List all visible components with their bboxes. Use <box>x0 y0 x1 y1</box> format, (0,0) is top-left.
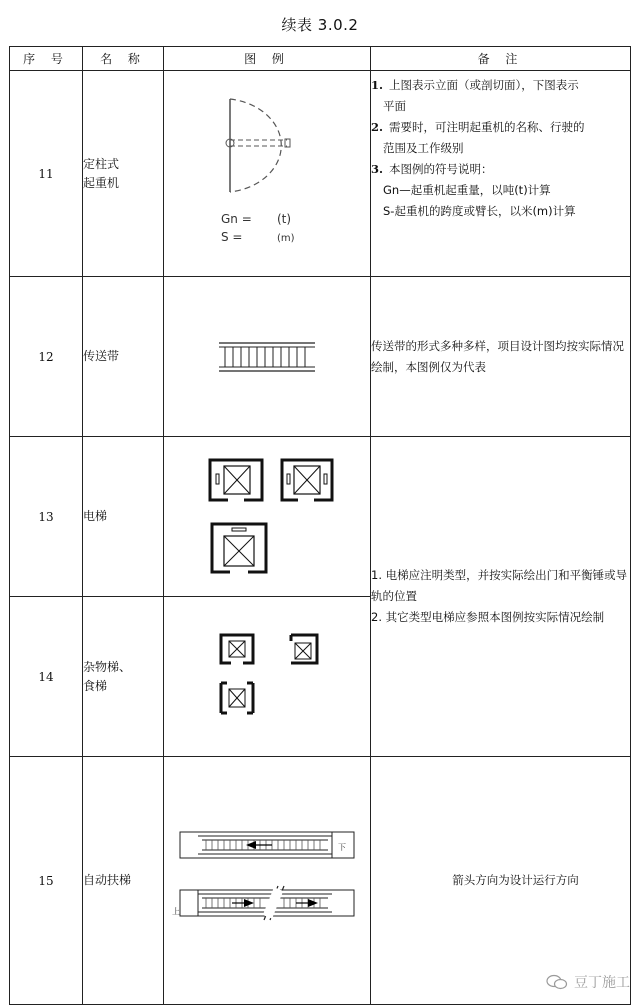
table-row <box>10 71 631 277</box>
conveyor-legend <box>164 277 371 437</box>
legend-table <box>9 46 631 1005</box>
wechat-icon <box>546 974 568 990</box>
header-row <box>10 47 631 71</box>
header-legend: 图 例 <box>164 47 371 71</box>
elevator-note-1: 1. 电梯应注明类型，并按实际绘出门和平衡锤或导轨的位置 <box>371 568 628 603</box>
row-name: 电梯 <box>83 437 164 597</box>
elevator-notes <box>371 437 631 757</box>
conveyor-symbol <box>217 337 317 377</box>
header-number: 序 号 <box>10 47 83 71</box>
row-number: 14 <box>10 597 83 757</box>
crane-notes <box>371 71 631 277</box>
row-number: 11 <box>10 71 83 277</box>
table-title: 续表 3.0.2 <box>281 16 359 34</box>
escalator-symbols <box>172 826 362 936</box>
note-line: S-起重机的跨度或臂长，以米(m)计算 <box>383 204 576 218</box>
s-label: S = <box>221 229 243 244</box>
dumbwaiter-legend <box>164 597 371 757</box>
escalator-legend <box>164 757 371 1005</box>
header-name: 名 称 <box>83 47 164 71</box>
elevator-note-2: 2. 其它类型电梯应参照本图例按实际情况绘制 <box>371 610 605 624</box>
watermark-text: 豆丁施工 <box>574 975 630 991</box>
gn-unit: (t) <box>277 211 292 226</box>
row-number: 13 <box>10 437 83 597</box>
conveyor-note: 传送带的形式多种多样，项目设计图均按实际情况绘制，本图例仅为代表 <box>371 277 631 437</box>
table-row <box>10 757 631 1005</box>
note-line: 平面 <box>383 99 406 113</box>
table-row <box>10 277 631 437</box>
row-name <box>83 71 164 277</box>
s-unit: (m) <box>277 232 295 244</box>
gn-label: Gn = <box>221 211 252 226</box>
column-crane-symbol <box>207 89 327 259</box>
watermark <box>546 972 630 992</box>
row-number: 15 <box>10 757 83 1005</box>
elevator-symbols <box>192 452 342 582</box>
row-name: 自动扶梯 <box>83 757 164 1005</box>
escalator-up-mark: 上 <box>172 906 180 916</box>
row-number: 12 <box>10 277 83 437</box>
row-name-text: 定柱式 起重机 <box>83 156 120 190</box>
note-line: 1. 上图表示立面（或剖切面），下图表示 <box>371 78 579 92</box>
escalator-down-mark: 下 <box>338 842 346 852</box>
elevator-legend <box>164 437 371 597</box>
dumbwaiter-symbols <box>207 627 327 727</box>
crane-legend <box>164 71 371 277</box>
note-line: Gn—起重机起重量，以吨(t)计算 <box>383 183 551 197</box>
row-name <box>83 597 164 757</box>
escalator-note: 箭头方向为设计运行方向 <box>371 757 631 1005</box>
header-notes: 备 注 <box>371 47 631 71</box>
row-name-text: 杂物梯、 食梯 <box>83 659 132 693</box>
note-line: 2. 需要时，可注明起重机的名称、行驶的 <box>371 120 585 134</box>
row-name: 传送带 <box>83 277 164 437</box>
note-line: 3. 本图例的符号说明： <box>371 162 493 176</box>
table-row <box>10 437 631 597</box>
note-line: 范围及工作级别 <box>383 141 464 155</box>
crane-note-list <box>371 75 630 222</box>
